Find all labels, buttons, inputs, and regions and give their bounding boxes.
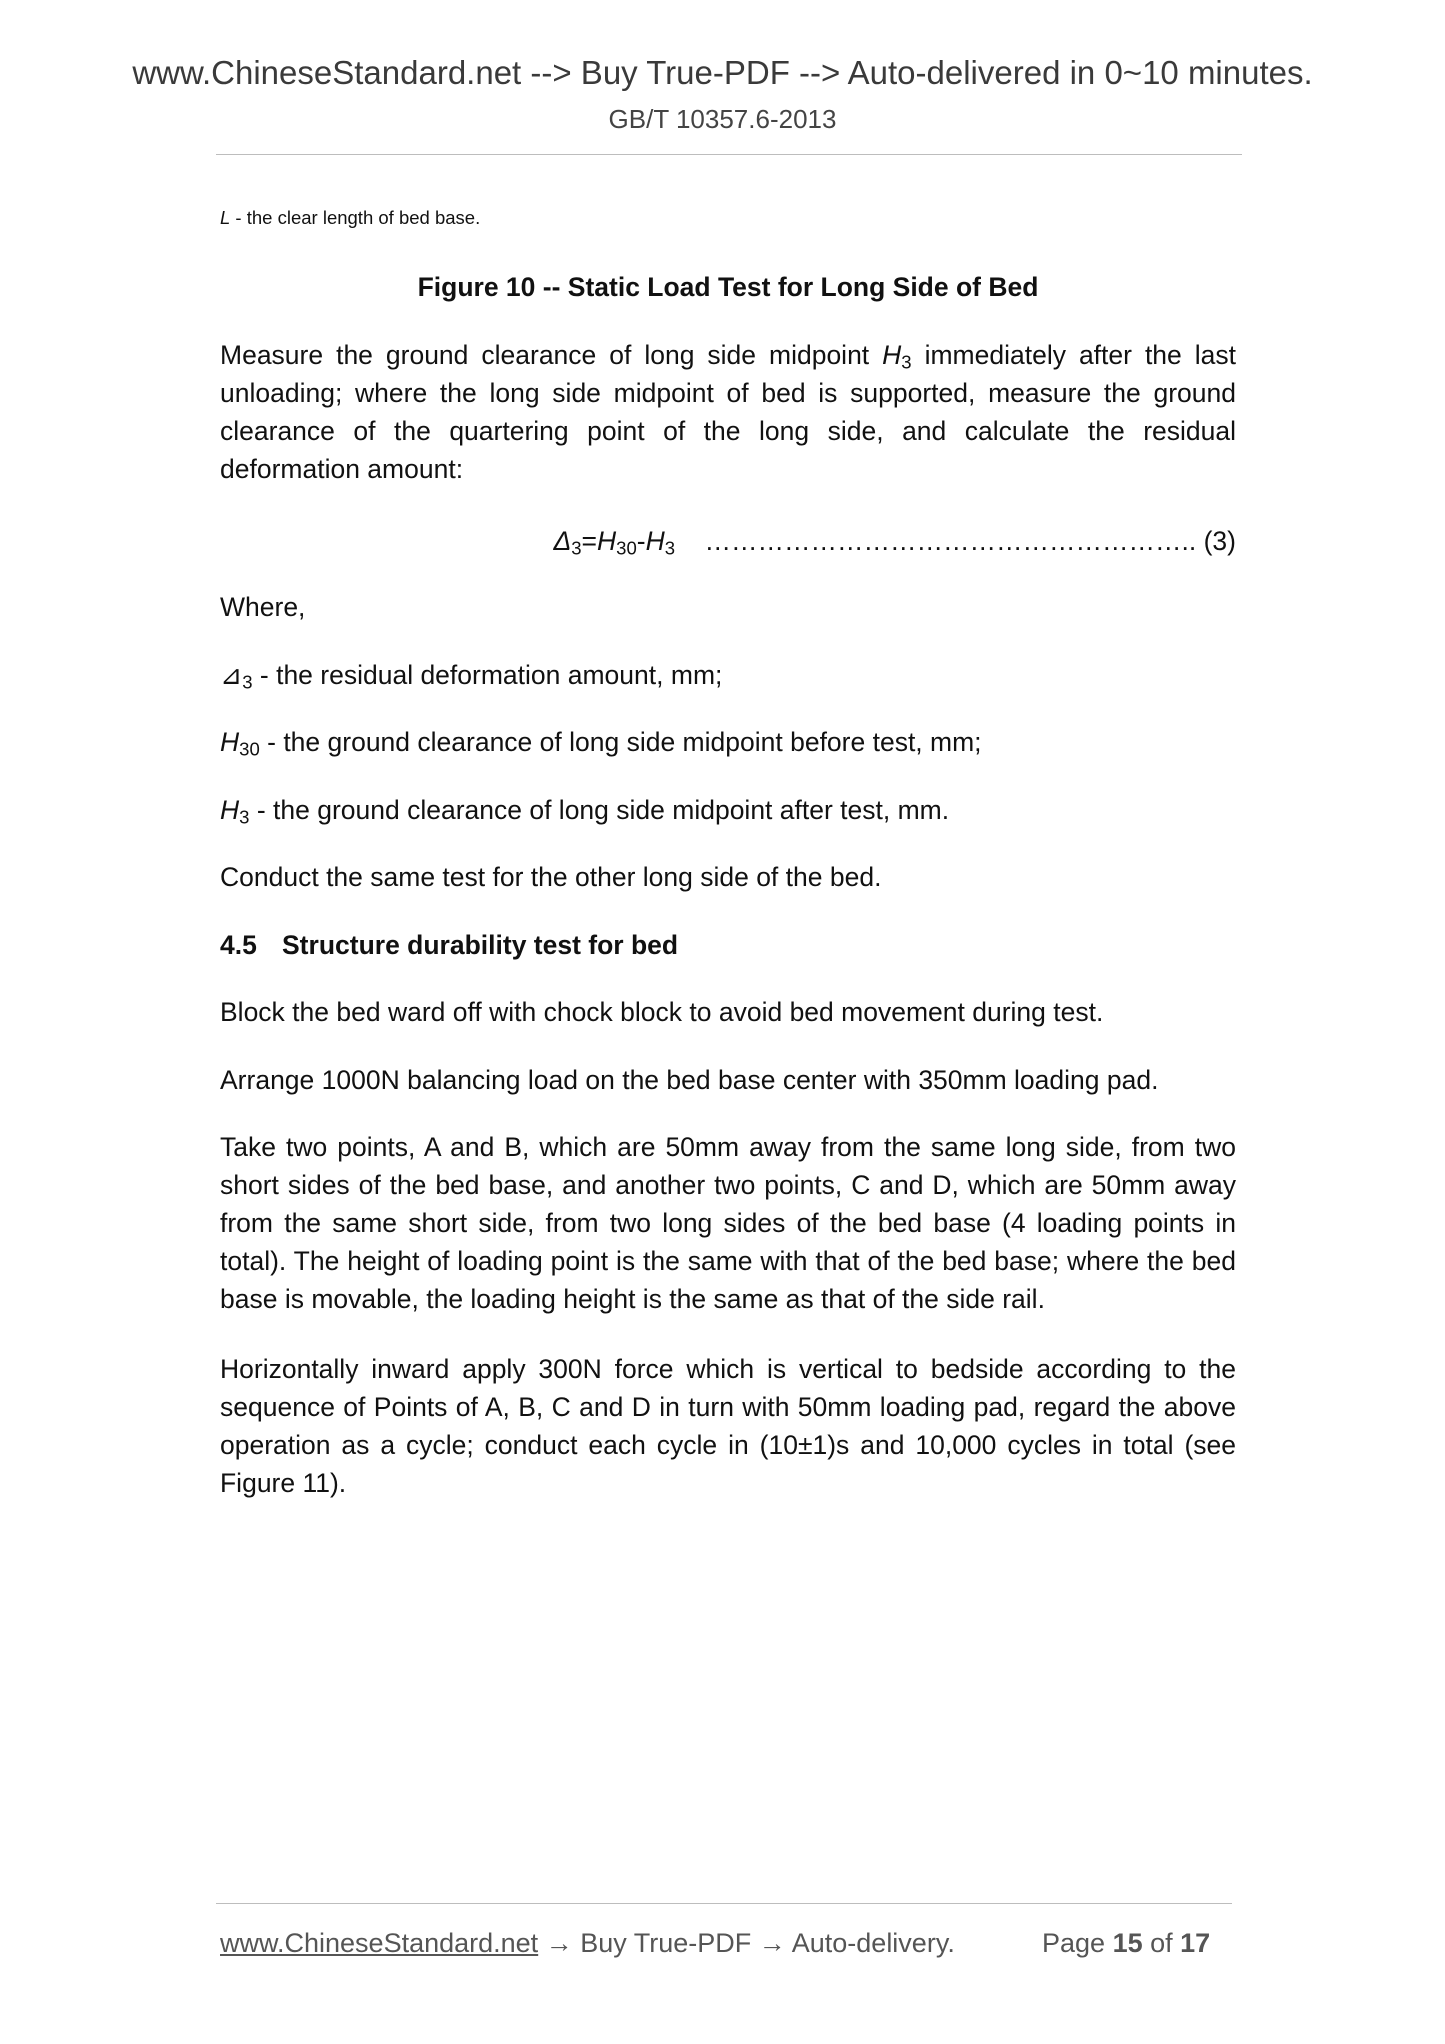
- section-heading: [220, 926, 1236, 964]
- paragraph-balancing-load: Arrange 1000N balancing load on the bed base center with 350mm loading pad.: [220, 1065, 1159, 1095]
- def1-symbol: ⊿: [220, 660, 243, 690]
- formula-h3-sub: 3: [664, 537, 676, 559]
- section-title: Structure durability test for bed: [282, 930, 679, 960]
- page-word: Page: [1042, 1928, 1113, 1958]
- definition-h30: [220, 723, 1236, 761]
- formula-equals: =: [581, 526, 598, 556]
- def1-text: - the residual deformation amount, mm;: [252, 660, 723, 690]
- para1-variable: H: [882, 340, 902, 370]
- section-number: 4.5: [220, 930, 257, 960]
- def2-text: - the ground clearance of long side midpoint before test, mm;: [259, 727, 982, 757]
- figure-caption: Figure 10 -- Static Load Test for Long Side of Bed: [417, 272, 1039, 302]
- standard-number: GB/T 10357.6-2013: [608, 104, 837, 134]
- def2-symbol: H: [220, 727, 240, 757]
- formula-h3: H: [645, 526, 665, 556]
- formula-delta: Δ: [553, 526, 572, 556]
- header-title: www.ChineseStandard.net --> Buy True-PDF --> Auto-delivered in 0~10 minutes.: [132, 54, 1313, 91]
- def3-symbol: H: [220, 795, 240, 825]
- formula-h30: H: [597, 526, 617, 556]
- definition-h3: [220, 791, 1236, 829]
- paragraph-chock-block: Block the bed ward off with chock block to avoid bed movement during test.: [220, 997, 1104, 1027]
- footer-text: → Buy True-PDF → Auto-delivery.: [538, 1928, 955, 1958]
- formula-minus: -: [636, 526, 646, 556]
- of-word: of: [1142, 1928, 1181, 1958]
- formula-h30-sub: 30: [616, 537, 637, 559]
- footer-divider: [216, 1903, 1232, 1904]
- formula-3: [220, 522, 1236, 560]
- paragraph-measure: [220, 336, 1236, 488]
- page-number: [1042, 1930, 1210, 1957]
- note-variable: L: [220, 207, 231, 228]
- footer-link[interactable]: www.ChineseStandard.net: [220, 1928, 539, 1958]
- def3-subscript: 3: [239, 806, 250, 828]
- figure-note: [220, 207, 1236, 229]
- paragraph-other-side: Conduct the same test for the other long side of the bed.: [220, 862, 882, 892]
- current-page: 15: [1112, 1928, 1143, 1958]
- formula-leader: ……………………………………………….. (3): [704, 526, 1236, 556]
- formula-delta-sub: 3: [571, 537, 582, 559]
- footer-left: [220, 1930, 955, 1957]
- def2-subscript: 30: [239, 738, 260, 760]
- def3-text: - the ground clearance of long side midpoint after test, mm.: [249, 795, 950, 825]
- note-text: - the clear length of bed base.: [230, 207, 481, 228]
- header-divider: [216, 154, 1242, 155]
- para1-text-b: immediately after the last unloading; where the long side midpoint of bed is supported, measure the ground clearance of the quartering point of the long side, and calculate the residual deformation amount:: [220, 340, 1236, 484]
- where-label: Where,: [220, 592, 306, 622]
- paragraph-loading-points: Take two points, A and B, which are 50mm away from the same long side, from two short sides of the bed base, and another two points, C and D, which are 50mm away from the same short side, from two long sides of the bed base (4 loading points in total). The height of loading point is the same with that of the bed base; where the bed base is movable, the loading height is the same as that of the side rail.: [220, 1132, 1236, 1314]
- para1-text-a: Measure the ground clearance of long side midpoint: [220, 340, 883, 370]
- total-pages: 17: [1180, 1928, 1211, 1958]
- para1-subscript: 3: [901, 351, 912, 373]
- paragraph-apply-force: Horizontally inward apply 300N force which is vertical to bedside according to the sequence of Points of A, B, C and D in turn with 50mm loading pad, regard the above operation as a cycle; conduct each cycle in (10±1)s and 10,000 cycles in total (see Figure 11).: [220, 1354, 1236, 1498]
- definition-delta3: [220, 656, 1236, 694]
- def1-subscript: 3: [242, 671, 253, 693]
